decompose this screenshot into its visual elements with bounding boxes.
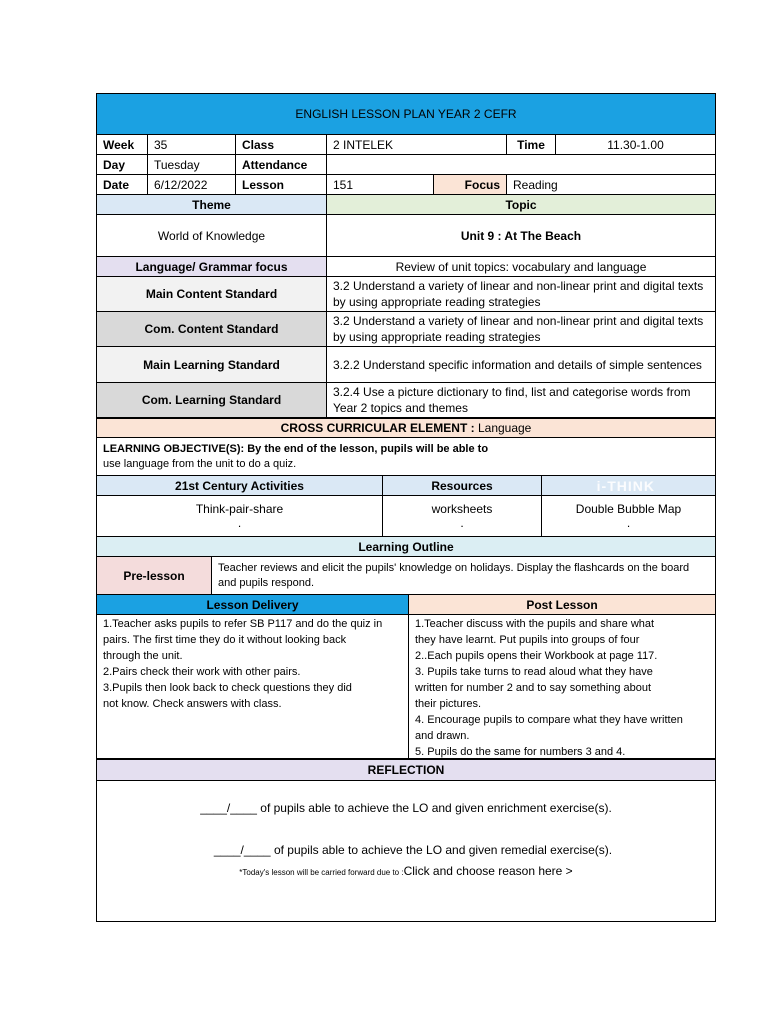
c21-value: Think-pair-share	[195, 502, 284, 516]
week-label: Week	[97, 135, 148, 155]
activities-header-row	[97, 476, 715, 496]
post-line: they have learnt. Put pupils into groups of four	[415, 634, 640, 646]
ithink-header	[542, 476, 715, 496]
main-learning-row	[97, 347, 715, 383]
post-label: Post Lesson	[409, 595, 715, 615]
post-line: their pictures.	[415, 698, 482, 710]
delivery-row	[97, 615, 715, 759]
class-label: Class	[236, 135, 327, 155]
topic-label: Topic	[327, 195, 715, 215]
cross-curricular-value: Language	[477, 421, 532, 435]
ithink-cell	[542, 496, 715, 537]
topic-value: Unit 9 : At The Beach	[327, 215, 715, 257]
outline-label: Learning Outline	[97, 537, 715, 557]
cross-curricular	[97, 418, 715, 438]
title-row	[97, 94, 715, 135]
theme-value: World of Knowledge	[97, 215, 327, 257]
c21-cell	[97, 496, 383, 537]
com-content-label: Com. Content Standard	[97, 312, 327, 347]
pre-lesson-label: Pre-lesson	[97, 557, 212, 595]
post-line: 4. Encourage pupils to compare what they have written	[415, 714, 683, 726]
time-label: Time	[507, 135, 556, 155]
enrichment-blank[interactable]: ____/____	[200, 801, 257, 815]
resources-value: worksheets	[431, 502, 493, 516]
post-cell	[409, 615, 715, 759]
grammar-row	[97, 257, 715, 277]
day-label: Day	[97, 155, 148, 175]
reflection-row	[97, 781, 715, 921]
com-content-value: 3.2 Understand a variety of linear and non-linear print and digital texts by using appropriate reading strategies	[327, 312, 715, 347]
pre-lesson-row	[97, 557, 715, 595]
post-line: written for number 2 and to say something about	[415, 682, 652, 694]
carried-choice[interactable]: Click and choose reason here >	[403, 864, 573, 878]
focus-value: Reading	[507, 175, 715, 195]
class-value: 2 INTELEK	[327, 135, 507, 155]
date-label: Date	[97, 175, 148, 195]
lesson-value: 151	[327, 175, 434, 195]
pre-lesson-value: Teacher reviews and elicit the pupils' knowledge on holidays. Display the flashcards on the board and pupils respond.	[212, 557, 715, 595]
outline-row	[97, 537, 715, 557]
cross-curricular-label: CROSS CURRICULAR ELEMENT :	[280, 421, 475, 435]
theme-label: Theme	[97, 195, 327, 215]
post-line: 5. Pupils do the same for numbers 3 and 4.	[415, 746, 626, 758]
grammar-value: Review of unit topics: vocabulary and language	[327, 257, 715, 277]
objective-row	[97, 438, 715, 476]
reflection-header-row	[97, 759, 715, 781]
post-line: 1.Teacher discuss with the pupils and share what	[415, 618, 655, 630]
delivery-line: 3.Pupils then look back to check questions they did	[103, 682, 352, 694]
day-row	[97, 155, 715, 175]
remedial-line	[97, 843, 715, 857]
delivery-line: 2.Pairs check their work with other pairs.	[103, 666, 301, 678]
post-line: 3. Pupils take turns to read aloud what they have	[415, 666, 653, 678]
grammar-label: Language/ Grammar focus	[97, 257, 327, 277]
delivery-header-row	[97, 595, 715, 615]
ithink-dot: .	[626, 516, 631, 530]
post-line: and drawn.	[415, 730, 470, 742]
objective-value: use language from the unit to do a quiz.	[103, 457, 297, 470]
day-value: Tuesday	[148, 155, 236, 175]
ithink-value: Double Bubble Map	[575, 502, 682, 516]
activities-row	[97, 496, 715, 537]
delivery-cell	[97, 615, 409, 759]
com-learning-row	[97, 383, 715, 418]
time-value: 11.30-1.00	[556, 135, 715, 155]
delivery-line: pairs. The first time they do it without looking back	[103, 634, 347, 646]
delivery-line: through the unit.	[103, 650, 183, 662]
main-learning-label: Main Learning Standard	[97, 347, 327, 383]
delivery-label: Lesson Delivery	[97, 595, 409, 615]
main-learning-value: 3.2.2 Understand specific information and details of simple sentences	[327, 347, 715, 383]
date-value: 6/12/2022	[148, 175, 236, 195]
attendance-label: Attendance	[236, 155, 327, 175]
carried-forward-line	[97, 864, 715, 878]
reflection-label: REFLECTION	[97, 759, 715, 781]
focus-label: Focus	[434, 175, 507, 195]
main-content-value: 3.2 Understand a variety of linear and non-linear print and digital texts by using appropriate reading strategies	[327, 277, 715, 312]
theme-topic-header	[97, 195, 715, 215]
resources-label: Resources	[383, 476, 542, 496]
c21-dot: .	[237, 516, 242, 530]
cross-curricular-row	[97, 418, 715, 438]
post-line: 2..Each pupils opens their Workbook at page 117.	[415, 650, 658, 662]
carried-prefix: *Today's lesson will be carried forward due to :	[239, 868, 404, 877]
enrichment-line	[97, 801, 715, 815]
c21-label: 21st Century Activities	[97, 476, 383, 496]
week-row	[97, 135, 715, 155]
main-content-label: Main Content Standard	[97, 277, 327, 312]
com-learning-value: 3.2.4 Use a picture dictionary to find, list and categorise words from Year 2 topics and themes	[327, 383, 715, 418]
objective-label: LEARNING OBJECTIVE(S): By the end of the lesson, pupils will be able to	[103, 442, 489, 455]
page-title: ENGLISH LESSON PLAN YEAR 2 CEFR	[97, 94, 715, 135]
delivery-line: 1.Teacher asks pupils to refer SB P117 and do the quiz in	[103, 618, 383, 630]
resources-cell	[383, 496, 542, 537]
theme-topic-row	[97, 215, 715, 257]
main-content-row	[97, 277, 715, 312]
attendance-value[interactable]	[327, 155, 715, 175]
week-value: 35	[148, 135, 236, 155]
enrichment-text: of pupils able to achieve the LO and given enrichment exercise(s).	[260, 801, 612, 815]
remedial-blank[interactable]: ____/____	[213, 843, 271, 857]
delivery-line: not know. Check answers with class.	[103, 698, 282, 710]
resources-dot: .	[460, 516, 464, 530]
lesson-plan-table	[96, 93, 716, 922]
com-learning-label: Com. Learning Standard	[97, 383, 327, 418]
remedial-text: of pupils able to achieve the LO and given remedial exercise(s).	[273, 843, 613, 857]
objective-cell	[97, 438, 715, 476]
reflection-cell	[97, 781, 715, 921]
com-content-row	[97, 312, 715, 347]
date-row	[97, 175, 715, 195]
lesson-label: Lesson	[236, 175, 327, 195]
ithink-watermark: i-THINK	[596, 478, 655, 494]
